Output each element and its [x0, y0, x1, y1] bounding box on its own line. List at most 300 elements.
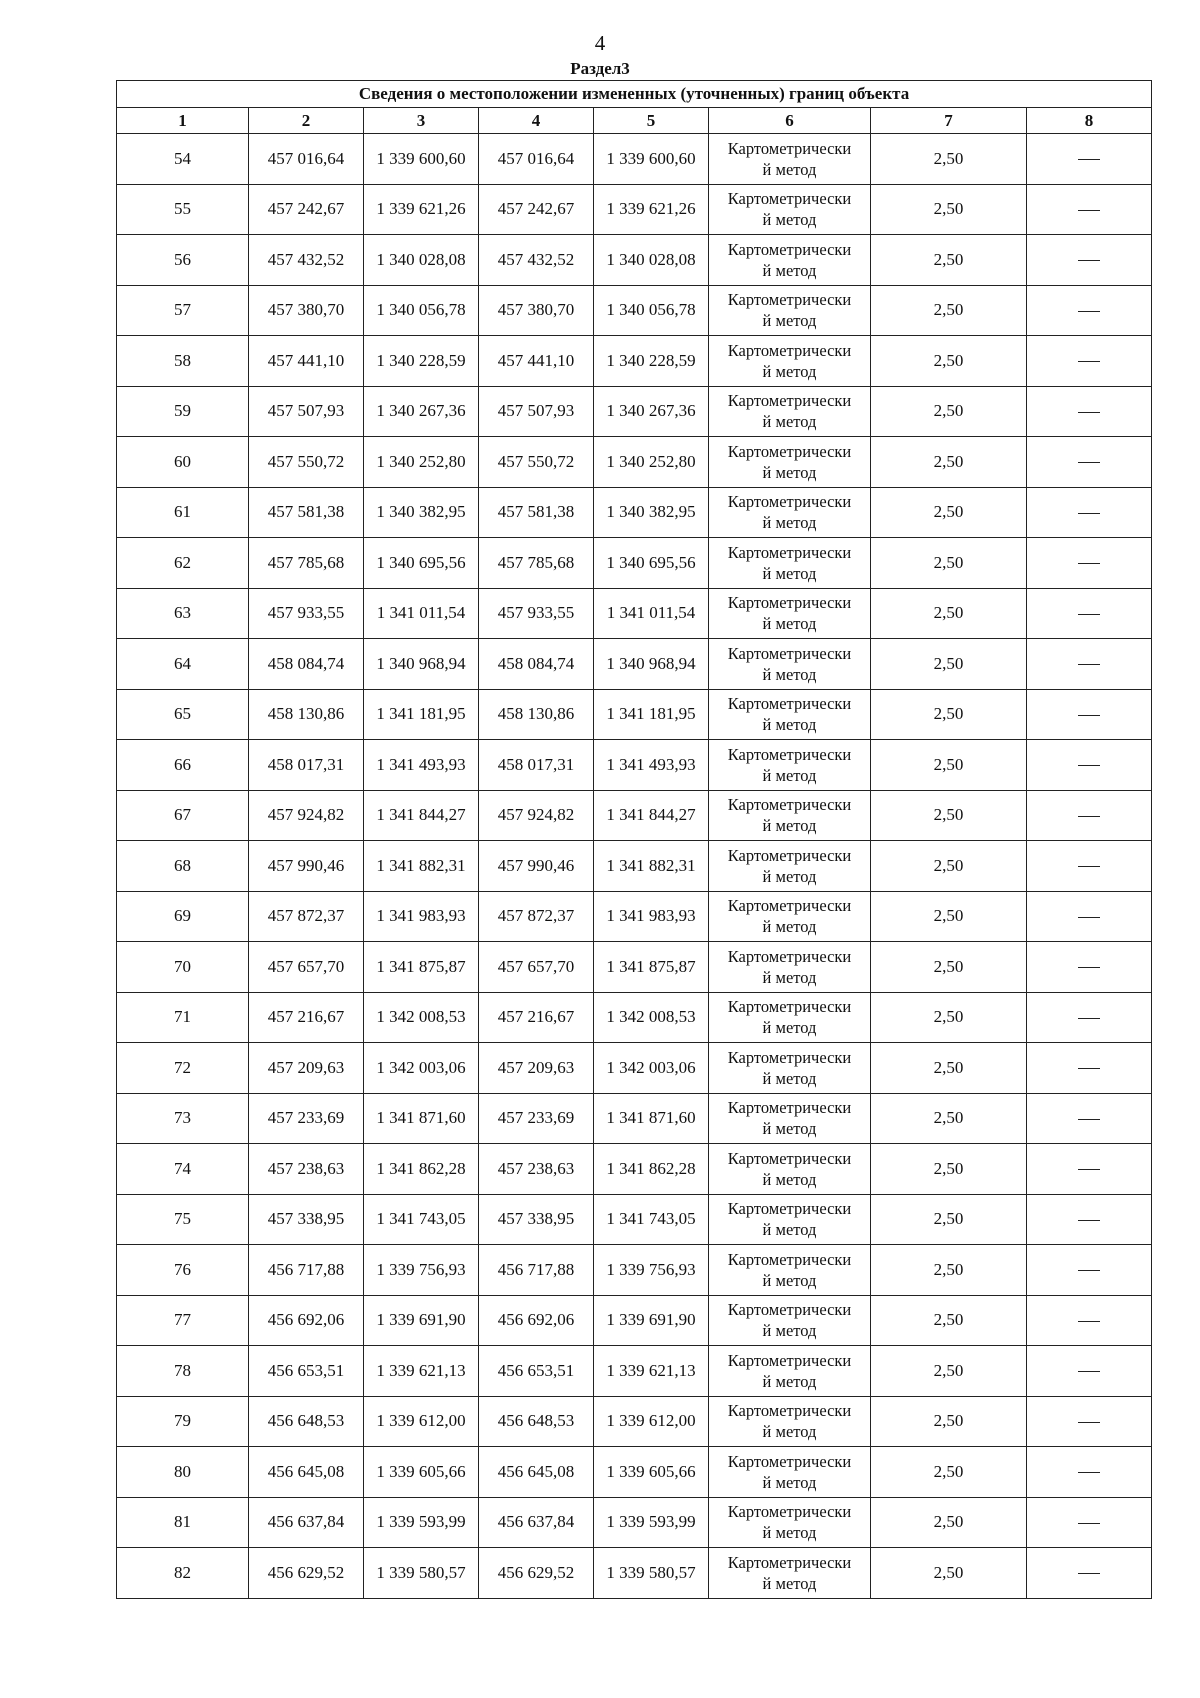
existing-y-cell: 1 340 968,94 — [364, 639, 479, 690]
refined-y-cell: 1 341 882,31 — [594, 841, 709, 892]
point-number-cell: 74 — [117, 1144, 249, 1195]
table-row — [117, 1396, 1152, 1447]
description-cell — [1027, 386, 1152, 437]
existing-x-cell: 457 507,93 — [249, 386, 364, 437]
refined-y-cell: 1 341 844,27 — [594, 790, 709, 841]
dash-mark — [1078, 159, 1100, 160]
table-row — [117, 538, 1152, 589]
dash-mark — [1078, 513, 1100, 514]
method-cell — [709, 1346, 871, 1397]
table-row — [117, 437, 1152, 488]
dash-mark — [1078, 715, 1100, 716]
refined-x-cell: 456 692,06 — [479, 1295, 594, 1346]
column-number-header: 4 — [479, 108, 594, 134]
method-text: й метод — [762, 361, 817, 381]
refined-x-cell: 457 432,52 — [479, 235, 594, 286]
existing-y-cell: 1 339 593,99 — [364, 1497, 479, 1548]
existing-x-cell: 458 017,31 — [249, 740, 364, 791]
method-cell — [709, 336, 871, 387]
dash-mark — [1078, 1018, 1100, 1019]
existing-y-cell: 1 341 882,31 — [364, 841, 479, 892]
method-text: й метод — [762, 1573, 817, 1593]
existing-x-cell: 456 637,84 — [249, 1497, 364, 1548]
dash-mark — [1078, 1270, 1100, 1271]
method-cell — [709, 538, 871, 589]
method-cell — [709, 1245, 871, 1296]
existing-x-cell: 456 629,52 — [249, 1548, 364, 1599]
point-number-cell: 61 — [117, 487, 249, 538]
existing-y-cell: 1 340 228,59 — [364, 336, 479, 387]
dash-mark — [1078, 614, 1100, 615]
refined-x-cell: 457 581,38 — [479, 487, 594, 538]
existing-y-cell: 1 339 612,00 — [364, 1396, 479, 1447]
precision-cell: 2,50 — [871, 1043, 1027, 1094]
method-text: Картометрически — [727, 340, 852, 360]
table-row — [117, 336, 1152, 387]
dash-mark — [1078, 1573, 1100, 1574]
dash-mark — [1078, 311, 1100, 312]
method-text: Картометрически — [727, 694, 852, 714]
method-text: Картометрически — [727, 239, 852, 259]
existing-x-cell: 457 242,67 — [249, 184, 364, 235]
method-text: Картометрически — [727, 1401, 852, 1421]
existing-y-cell: 1 341 875,87 — [364, 942, 479, 993]
precision-cell: 2,50 — [871, 790, 1027, 841]
method-text: й метод — [762, 765, 817, 785]
method-cell — [709, 588, 871, 639]
refined-y-cell: 1 340 028,08 — [594, 235, 709, 286]
method-text: Картометрически — [727, 896, 852, 916]
precision-cell: 2,50 — [871, 1346, 1027, 1397]
existing-y-cell: 1 339 621,13 — [364, 1346, 479, 1397]
refined-y-cell: 1 339 612,00 — [594, 1396, 709, 1447]
refined-x-cell: 457 216,67 — [479, 992, 594, 1043]
method-text: Картометрически — [727, 1502, 852, 1522]
method-cell — [709, 487, 871, 538]
refined-x-cell: 457 209,63 — [479, 1043, 594, 1094]
description-cell — [1027, 134, 1152, 185]
table-row — [117, 740, 1152, 791]
existing-y-cell: 1 340 056,78 — [364, 285, 479, 336]
method-text: й метод — [762, 1422, 817, 1442]
table-row — [117, 639, 1152, 690]
description-cell — [1027, 1497, 1152, 1548]
existing-x-cell: 457 657,70 — [249, 942, 364, 993]
section-title: Раздел3 — [570, 59, 630, 78]
description-cell — [1027, 235, 1152, 286]
point-number-cell: 60 — [117, 437, 249, 488]
refined-x-cell: 458 017,31 — [479, 740, 594, 791]
column-number-header: 5 — [594, 108, 709, 134]
table-row — [117, 1043, 1152, 1094]
refined-x-cell: 457 233,69 — [479, 1093, 594, 1144]
refined-y-cell: 1 340 968,94 — [594, 639, 709, 690]
dash-mark — [1078, 412, 1100, 413]
method-text: й метод — [762, 159, 817, 179]
existing-x-cell: 456 653,51 — [249, 1346, 364, 1397]
method-text: й метод — [762, 715, 817, 735]
method-text: Картометрически — [727, 744, 852, 764]
method-text: й метод — [762, 1068, 817, 1088]
description-cell — [1027, 740, 1152, 791]
refined-x-cell: 457 785,68 — [479, 538, 594, 589]
method-text: й метод — [762, 563, 817, 583]
point-number-cell: 78 — [117, 1346, 249, 1397]
refined-x-cell: 456 645,08 — [479, 1447, 594, 1498]
precision-cell: 2,50 — [871, 1093, 1027, 1144]
refined-x-cell: 456 648,53 — [479, 1396, 594, 1447]
existing-x-cell: 456 648,53 — [249, 1396, 364, 1447]
description-cell — [1027, 689, 1152, 740]
dash-mark — [1078, 563, 1100, 564]
precision-cell: 2,50 — [871, 689, 1027, 740]
existing-x-cell: 457 238,63 — [249, 1144, 364, 1195]
point-number-cell: 81 — [117, 1497, 249, 1548]
existing-x-cell: 457 872,37 — [249, 891, 364, 942]
point-number-cell: 77 — [117, 1295, 249, 1346]
existing-y-cell: 1 341 844,27 — [364, 790, 479, 841]
method-text: й метод — [762, 1321, 817, 1341]
existing-x-cell: 457 924,82 — [249, 790, 364, 841]
existing-x-cell: 457 380,70 — [249, 285, 364, 336]
refined-x-cell: 457 338,95 — [479, 1194, 594, 1245]
method-text: Картометрически — [727, 1350, 852, 1370]
existing-y-cell: 1 341 743,05 — [364, 1194, 479, 1245]
existing-x-cell: 457 216,67 — [249, 992, 364, 1043]
method-text: Картометрически — [727, 1148, 852, 1168]
existing-y-cell: 1 341 011,54 — [364, 588, 479, 639]
refined-x-cell: 457 872,37 — [479, 891, 594, 942]
table-row — [117, 790, 1152, 841]
existing-y-cell: 1 340 695,56 — [364, 538, 479, 589]
refined-y-cell: 1 341 862,28 — [594, 1144, 709, 1195]
dash-mark — [1078, 1220, 1100, 1221]
point-number-cell: 72 — [117, 1043, 249, 1094]
refined-y-cell: 1 339 600,60 — [594, 134, 709, 185]
refined-x-cell: 457 016,64 — [479, 134, 594, 185]
refined-y-cell: 1 341 743,05 — [594, 1194, 709, 1245]
method-text: й метод — [762, 260, 817, 280]
existing-x-cell: 457 432,52 — [249, 235, 364, 286]
existing-x-cell: 457 209,63 — [249, 1043, 364, 1094]
method-text: й метод — [762, 1472, 817, 1492]
method-text: й метод — [762, 462, 817, 482]
point-number-cell: 58 — [117, 336, 249, 387]
table-row — [117, 1346, 1152, 1397]
method-text: Картометрически — [727, 542, 852, 562]
existing-x-cell: 457 016,64 — [249, 134, 364, 185]
table-row — [117, 134, 1152, 185]
precision-cell: 2,50 — [871, 1548, 1027, 1599]
description-cell — [1027, 639, 1152, 690]
point-number-cell: 68 — [117, 841, 249, 892]
description-cell — [1027, 1295, 1152, 1346]
existing-x-cell: 458 130,86 — [249, 689, 364, 740]
precision-cell: 2,50 — [871, 386, 1027, 437]
dash-mark — [1078, 1523, 1100, 1524]
precision-cell: 2,50 — [871, 891, 1027, 942]
refined-y-cell: 1 342 003,06 — [594, 1043, 709, 1094]
table-row — [117, 1548, 1152, 1599]
method-text: й метод — [762, 614, 817, 634]
page-number: 4 — [594, 31, 606, 55]
refined-y-cell: 1 341 493,93 — [594, 740, 709, 791]
dash-mark — [1078, 1169, 1100, 1170]
description-cell — [1027, 1144, 1152, 1195]
method-cell — [709, 891, 871, 942]
coordinates-table — [116, 80, 1152, 1599]
table-row — [117, 285, 1152, 336]
method-text: Картометрически — [727, 1098, 852, 1118]
method-cell — [709, 1194, 871, 1245]
refined-y-cell: 1 339 621,13 — [594, 1346, 709, 1397]
description-cell — [1027, 1346, 1152, 1397]
existing-y-cell: 1 341 871,60 — [364, 1093, 479, 1144]
refined-y-cell: 1 339 756,93 — [594, 1245, 709, 1296]
existing-x-cell: 457 550,72 — [249, 437, 364, 488]
refined-y-cell: 1 340 382,95 — [594, 487, 709, 538]
refined-y-cell: 1 341 011,54 — [594, 588, 709, 639]
precision-cell: 2,50 — [871, 1194, 1027, 1245]
method-text: й метод — [762, 210, 817, 230]
description-cell — [1027, 437, 1152, 488]
description-cell — [1027, 184, 1152, 235]
existing-x-cell: 457 581,38 — [249, 487, 364, 538]
refined-x-cell: 457 238,63 — [479, 1144, 594, 1195]
point-number-cell: 66 — [117, 740, 249, 791]
point-number-cell: 56 — [117, 235, 249, 286]
description-cell — [1027, 790, 1152, 841]
dash-mark — [1078, 462, 1100, 463]
dash-mark — [1078, 917, 1100, 918]
method-text: й метод — [762, 412, 817, 432]
dash-mark — [1078, 765, 1100, 766]
existing-y-cell: 1 340 267,36 — [364, 386, 479, 437]
method-text: Картометрически — [727, 492, 852, 512]
method-text: Картометрически — [727, 1047, 852, 1067]
precision-cell: 2,50 — [871, 538, 1027, 589]
existing-x-cell: 457 785,68 — [249, 538, 364, 589]
refined-y-cell: 1 339 593,99 — [594, 1497, 709, 1548]
dash-mark — [1078, 1068, 1100, 1069]
method-cell — [709, 1447, 871, 1498]
method-text: й метод — [762, 816, 817, 836]
method-text: й метод — [762, 311, 817, 331]
dash-mark — [1078, 1119, 1100, 1120]
method-text: й метод — [762, 664, 817, 684]
description-cell — [1027, 992, 1152, 1043]
point-number-cell: 70 — [117, 942, 249, 993]
refined-y-cell: 1 339 605,66 — [594, 1447, 709, 1498]
dash-mark — [1078, 210, 1100, 211]
dash-mark — [1078, 816, 1100, 817]
table-row — [117, 1447, 1152, 1498]
table-caption: Сведения о местоположении измененных (уточненных) границ объекта — [117, 81, 1152, 108]
description-cell — [1027, 1194, 1152, 1245]
precision-cell: 2,50 — [871, 942, 1027, 993]
method-cell — [709, 790, 871, 841]
method-cell — [709, 841, 871, 892]
existing-x-cell: 456 645,08 — [249, 1447, 364, 1498]
existing-y-cell: 1 342 003,06 — [364, 1043, 479, 1094]
method-cell — [709, 235, 871, 286]
precision-cell: 2,50 — [871, 336, 1027, 387]
precision-cell: 2,50 — [871, 1396, 1027, 1447]
column-number-header: 2 — [249, 108, 364, 134]
refined-y-cell: 1 341 871,60 — [594, 1093, 709, 1144]
method-cell — [709, 134, 871, 185]
point-number-cell: 63 — [117, 588, 249, 639]
precision-cell: 2,50 — [871, 134, 1027, 185]
existing-y-cell: 1 341 862,28 — [364, 1144, 479, 1195]
existing-y-cell: 1 339 621,26 — [364, 184, 479, 235]
existing-x-cell: 457 441,10 — [249, 336, 364, 387]
method-text: Картометрически — [727, 1552, 852, 1572]
precision-cell: 2,50 — [871, 1447, 1027, 1498]
method-text: й метод — [762, 1371, 817, 1391]
description-cell — [1027, 841, 1152, 892]
precision-cell: 2,50 — [871, 740, 1027, 791]
method-cell — [709, 1043, 871, 1094]
description-cell — [1027, 1548, 1152, 1599]
table-row — [117, 1295, 1152, 1346]
dash-mark — [1078, 260, 1100, 261]
column-number-header: 7 — [871, 108, 1027, 134]
table-row — [117, 942, 1152, 993]
dash-mark — [1078, 361, 1100, 362]
table-row — [117, 487, 1152, 538]
method-text: й метод — [762, 1169, 817, 1189]
existing-x-cell: 458 084,74 — [249, 639, 364, 690]
method-cell — [709, 437, 871, 488]
method-cell — [709, 740, 871, 791]
existing-x-cell: 457 233,69 — [249, 1093, 364, 1144]
precision-cell: 2,50 — [871, 437, 1027, 488]
point-number-cell: 80 — [117, 1447, 249, 1498]
method-text: й метод — [762, 1270, 817, 1290]
existing-x-cell: 456 692,06 — [249, 1295, 364, 1346]
method-cell — [709, 285, 871, 336]
existing-x-cell: 457 338,95 — [249, 1194, 364, 1245]
method-text: й метод — [762, 917, 817, 937]
point-number-cell: 69 — [117, 891, 249, 942]
column-number-row — [117, 108, 1152, 134]
dash-mark — [1078, 664, 1100, 665]
refined-y-cell: 1 340 252,80 — [594, 437, 709, 488]
method-text: й метод — [762, 866, 817, 886]
method-text: Картометрически — [727, 643, 852, 663]
table-row — [117, 1194, 1152, 1245]
table-row — [117, 1144, 1152, 1195]
method-text: Картометрически — [727, 946, 852, 966]
refined-x-cell: 457 507,93 — [479, 386, 594, 437]
dash-mark — [1078, 1422, 1100, 1423]
refined-y-cell: 1 342 008,53 — [594, 992, 709, 1043]
method-text: й метод — [762, 1523, 817, 1543]
refined-x-cell: 456 653,51 — [479, 1346, 594, 1397]
dash-mark — [1078, 866, 1100, 867]
existing-y-cell: 1 339 691,90 — [364, 1295, 479, 1346]
table-body — [117, 134, 1152, 1599]
column-number-header: 1 — [117, 108, 249, 134]
existing-y-cell: 1 342 008,53 — [364, 992, 479, 1043]
description-cell — [1027, 1093, 1152, 1144]
point-number-cell: 82 — [117, 1548, 249, 1599]
existing-y-cell: 1 339 580,57 — [364, 1548, 479, 1599]
refined-x-cell: 456 717,88 — [479, 1245, 594, 1296]
refined-x-cell: 457 441,10 — [479, 336, 594, 387]
existing-y-cell: 1 340 028,08 — [364, 235, 479, 286]
table-row — [117, 588, 1152, 639]
method-text: Картометрически — [727, 845, 852, 865]
method-text: й метод — [762, 513, 817, 533]
existing-y-cell: 1 341 983,93 — [364, 891, 479, 942]
method-text: Картометрически — [727, 290, 852, 310]
refined-y-cell: 1 340 267,36 — [594, 386, 709, 437]
dash-mark — [1078, 967, 1100, 968]
refined-x-cell: 457 924,82 — [479, 790, 594, 841]
column-number-header: 8 — [1027, 108, 1152, 134]
table-row — [117, 184, 1152, 235]
point-number-cell: 64 — [117, 639, 249, 690]
point-number-cell: 65 — [117, 689, 249, 740]
refined-x-cell: 457 242,67 — [479, 184, 594, 235]
refined-y-cell: 1 340 228,59 — [594, 336, 709, 387]
method-text: й метод — [762, 1018, 817, 1038]
existing-y-cell: 1 340 252,80 — [364, 437, 479, 488]
method-cell — [709, 942, 871, 993]
refined-y-cell: 1 340 695,56 — [594, 538, 709, 589]
description-cell — [1027, 588, 1152, 639]
method-cell — [709, 1144, 871, 1195]
column-number-header: 3 — [364, 108, 479, 134]
method-text: Картометрически — [727, 1451, 852, 1471]
description-cell — [1027, 1447, 1152, 1498]
refined-x-cell: 457 657,70 — [479, 942, 594, 993]
method-text: Картометрически — [727, 997, 852, 1017]
method-text: Картометрически — [727, 189, 852, 209]
point-number-cell: 55 — [117, 184, 249, 235]
existing-x-cell: 457 990,46 — [249, 841, 364, 892]
existing-x-cell: 456 717,88 — [249, 1245, 364, 1296]
method-text: Картометрически — [727, 441, 852, 461]
method-cell — [709, 1548, 871, 1599]
precision-cell: 2,50 — [871, 841, 1027, 892]
point-number-cell: 54 — [117, 134, 249, 185]
existing-y-cell: 1 339 756,93 — [364, 1245, 479, 1296]
table-row — [117, 1497, 1152, 1548]
description-cell — [1027, 285, 1152, 336]
method-text: й метод — [762, 1119, 817, 1139]
refined-x-cell: 456 629,52 — [479, 1548, 594, 1599]
point-number-cell: 67 — [117, 790, 249, 841]
existing-x-cell: 457 933,55 — [249, 588, 364, 639]
existing-y-cell: 1 341 181,95 — [364, 689, 479, 740]
refined-y-cell: 1 339 580,57 — [594, 1548, 709, 1599]
precision-cell: 2,50 — [871, 184, 1027, 235]
point-number-cell: 79 — [117, 1396, 249, 1447]
refined-y-cell: 1 339 621,26 — [594, 184, 709, 235]
precision-cell: 2,50 — [871, 235, 1027, 286]
refined-x-cell: 457 380,70 — [479, 285, 594, 336]
table-row — [117, 891, 1152, 942]
point-number-cell: 73 — [117, 1093, 249, 1144]
method-text: й метод — [762, 1220, 817, 1240]
refined-x-cell: 457 933,55 — [479, 588, 594, 639]
refined-y-cell: 1 341 875,87 — [594, 942, 709, 993]
refined-y-cell: 1 339 691,90 — [594, 1295, 709, 1346]
precision-cell: 2,50 — [871, 487, 1027, 538]
